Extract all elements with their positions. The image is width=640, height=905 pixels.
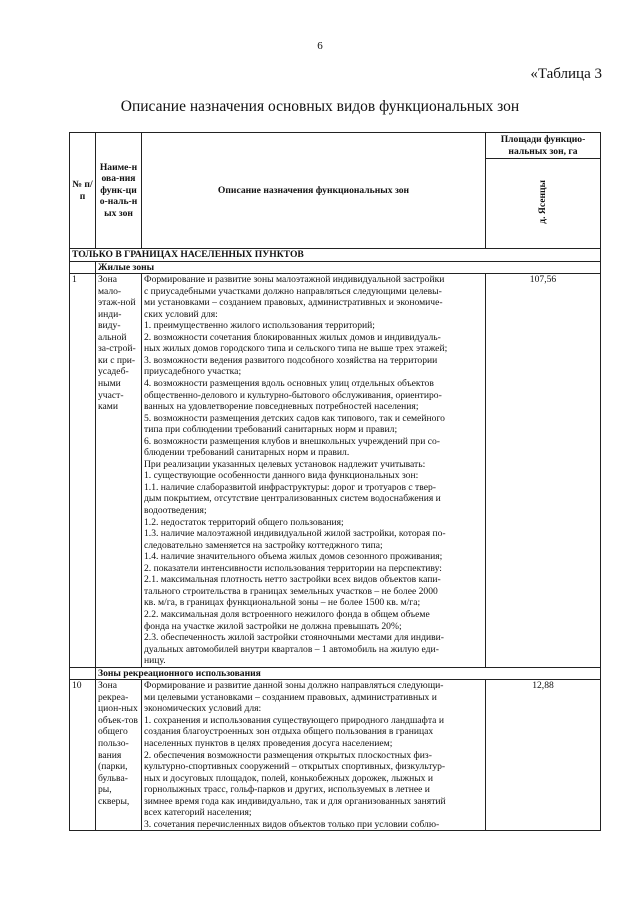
description-line: 1. преимущественно жилого использования территорий; <box>144 320 375 332</box>
description-line: 2.2. максимальная доля встроенного нежилого фонда в общем объеме <box>144 608 430 620</box>
description-line: 2. возможности сочетания блокированных жилых домов и индивидуаль- <box>144 331 441 343</box>
description-line: 1.1. наличие слаборазвитой инфраструктуры: дорог и тротуаров с твер- <box>144 481 436 493</box>
description-line: ми целевыми установками – созданием правовых, административных и <box>144 691 437 703</box>
description-line: 5. возможности размещения детских садов как типового, так и семейного <box>144 412 445 424</box>
section-title: ТОЛЬКО В ГРАНИЦАХ НАСЕЛЕННЫХ ПУНКТОВ <box>70 249 601 262</box>
description-line: культурно-спортивных сооружений – открытых спортивных, физкультур- <box>144 761 446 773</box>
row-zone-name: Зона мало-этаж-ной инди-виду-альной за-строй-ки с при-усадеб-ными участ-ками <box>96 274 142 668</box>
table-caption: Описание назначения основных видов функциональных зон <box>120 98 520 115</box>
header-name: Наиме-нова-ния функ-цио-наль-ных зон <box>96 133 142 249</box>
row-num: 1 <box>70 274 96 668</box>
description-line: 3. сочетания перечисленных видов объектов только при условии соблю- <box>144 818 440 830</box>
description-line: ных жилых домов городского типа и сельского типа не выше трех этажей; <box>144 343 448 355</box>
description-line: 1. сохранения и использования существующего природного ландшафта и <box>144 714 444 726</box>
description-line: с приусадебными участками должно направляться следующими целевы- <box>144 285 442 297</box>
row-zone-name: Зона рекреа-цион-ных объек-тов общего пользо-вания (парки, бульва-ры, скверы, <box>96 680 142 831</box>
description-line: 1. существующие особенности данного вида функциональных зон: <box>144 470 419 482</box>
description-line: дуальных автомобилей внутри кварталов – 1 автомобиль на жилую еди- <box>144 643 439 655</box>
description-line: 1.2. недостаток территорий общего пользования; <box>144 516 344 528</box>
description-line: 4. возможности размещения вдоль основных улиц отдельных объектов <box>144 378 434 390</box>
description-line: 3. возможности ведения развитого подсобного хозяйства на территории <box>144 354 438 366</box>
description-line: общественно-делового и культурно-бытового обслуживания, ориентиро- <box>144 389 442 401</box>
category-spacer <box>70 261 96 274</box>
description-line: 2.1. максимальная плотность нетто застройки всех видов объектов капи- <box>144 574 441 586</box>
description-line: ных и досуговых площадок, полей, конькобежных дорожек, лыжных и <box>144 772 433 784</box>
category-title: Зоны рекреационного использования <box>96 667 601 680</box>
description-line: 2. показатели интенсивности использования территории на перспективу: <box>144 562 442 574</box>
description-line: ми установками – созданием правовых, административных и экономиче- <box>144 297 443 309</box>
description-line: 2. обеспечения возможности размещения открытых плоскостных физ- <box>144 749 432 761</box>
description-line: зимнее время года как индивидуально, так и для организованных занятий <box>144 795 446 807</box>
description-line: 2.3. обеспеченность жилой застройки стояночными местами для индиви- <box>144 632 444 644</box>
header-description: Описание назначения функциональных зон <box>142 133 486 249</box>
description-line: типа при соблюдении требований санитарных норм и правил; <box>144 424 398 436</box>
description-line: горнолыжных трасс, гольф-парков и других, используемых в летнее и <box>144 784 430 796</box>
table-reference: «Таблица 3 <box>530 66 602 82</box>
description-line: ских условий для: <box>144 308 218 320</box>
description-line: 1.3. наличие малоэтажной индивидуальной жилой застройки, которая по- <box>144 528 446 540</box>
header-num: № п/п <box>70 133 96 249</box>
description-line: создания благоустроенных зон отдыха общего пользования в границах <box>144 726 434 738</box>
zones-table <box>69 132 601 831</box>
description-line: блюдении требований санитарных норм и правил. <box>144 447 350 459</box>
row-area: 12,88 <box>486 680 601 831</box>
header-area-group: Площади функцио-нальных зон, га <box>486 133 601 159</box>
description-line: дым покрытием, отсутствие централизованных систем водоснабжения и <box>144 493 441 505</box>
description-line: населенных пунктов в целях проведения досуга населением; <box>144 737 393 749</box>
description-line: приусадебного участка; <box>144 366 242 378</box>
category-spacer <box>70 667 96 680</box>
description-line: 6. возможности размещения клубов и внешкольных учреждений при со- <box>144 435 440 447</box>
description-line: 1.4. наличие значительного объема жилых домов сезонного проживания; <box>144 551 443 563</box>
description-line: всех категорий населения; <box>144 807 252 819</box>
description-line: фонда на участке жилой застройки не должна превышать 20%; <box>144 620 402 632</box>
category-title: Жилые зоны <box>96 261 601 274</box>
row-description <box>142 680 486 831</box>
row-description <box>142 274 486 668</box>
row-num: 10 <box>70 680 96 831</box>
header-area-sub: д. Ясенцы <box>537 179 549 224</box>
description-line: следовательно заменяется на застройку коттеджного типа; <box>144 539 383 551</box>
description-line: При реализации указанных целевых установок надлежит учитывать: <box>144 458 426 470</box>
page-number: 6 <box>317 40 323 52</box>
description-line: Формирование и развитие данной зоны должно направляться следующи- <box>144 680 444 692</box>
description-line: ванных на удовлетворение повседневных потребностей населения; <box>144 401 419 413</box>
description-line: экономических условий для: <box>144 703 262 715</box>
description-line: тального строительства в границах земельных участков – не более 2000 <box>144 585 438 597</box>
description-line: ницу. <box>144 655 166 667</box>
header-area-sub-cell <box>486 159 601 249</box>
description-line: Формирование и развитие зоны малоэтажной индивидуальной застройки <box>144 274 445 286</box>
row-area: 107,56 <box>486 274 601 668</box>
description-line: кв. м/га, в границах функциональной зоны – не более 1500 кв. м/га; <box>144 597 421 609</box>
description-line: водоотведения; <box>144 505 207 517</box>
